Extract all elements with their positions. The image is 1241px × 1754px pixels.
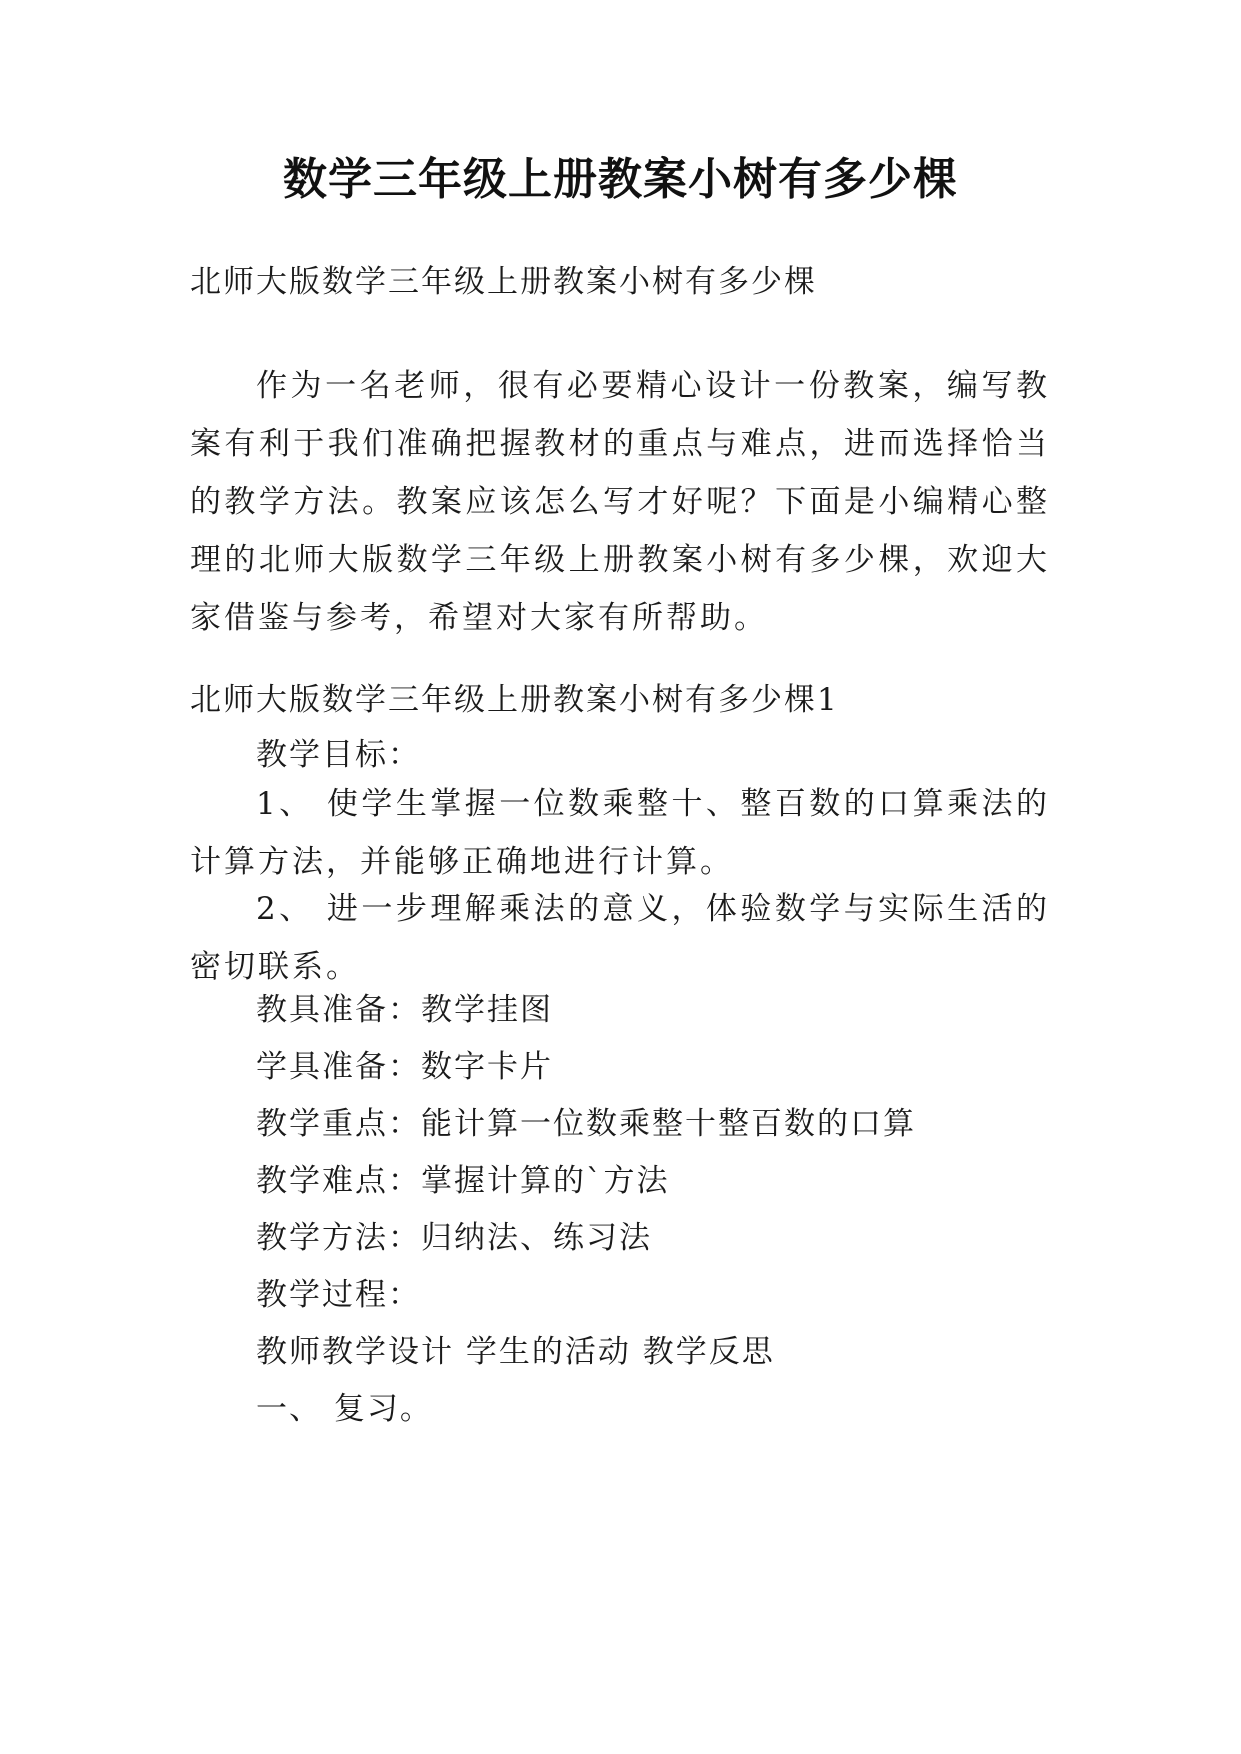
methods: 教学方法：归纳法、练习法: [256, 1220, 652, 1256]
goals-label: 教学目标：: [256, 737, 421, 773]
teacher-tools: 教具准备：教学挂图: [256, 992, 553, 1028]
goal-1: 1、 使学生掌握一位数乘整十、整百数的口算乘法的计算方法，并能够正确地进行计算。: [190, 786, 1050, 880]
goal-2: 2、 进一步理解乘法的意义，体验数学与实际生活的密切联系。: [190, 891, 1050, 985]
document-subtitle: 北师大版数学三年级上册教案小树有多少棵: [190, 264, 817, 300]
key-point: 教学重点：能计算一位数乘整十整百数的口算: [256, 1106, 916, 1142]
process-step-1: 一、 复习。: [256, 1391, 433, 1427]
document-title: 数学三年级上册教案小树有多少棵: [283, 154, 958, 205]
intro-paragraph: 作为一名老师，很有必要精心设计一份教案，编写教案有利于我们准确把握教材的重点与难点，进而选择恰当的教学方法。教案应该怎么写才好呢？下面是小编精心整理的北师大版数学三年级上册教案小树有多少棵，欢迎大家借鉴与参考，希望对大家有所帮助。: [190, 368, 1050, 636]
section-heading: 北师大版数学三年级上册教案小树有多少棵1: [190, 682, 839, 718]
process-label: 教学过程：: [256, 1277, 421, 1313]
difficulty: 教学难点：掌握计算的`方法: [256, 1163, 670, 1199]
process-columns: 教师教学设计 学生的活动 教学反思: [256, 1334, 775, 1370]
student-tools: 学具准备：数字卡片: [256, 1049, 553, 1085]
